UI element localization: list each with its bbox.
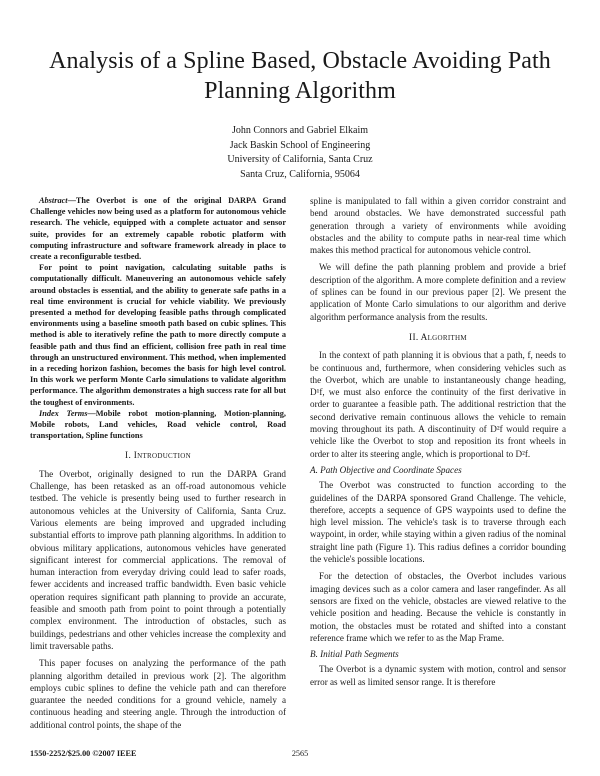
algorithm-paragraph-1: In the context of path planning it is obvious that a path, f, needs to be continuous and, furthermore, when considering vehicles such as the Overbot, which are unable to instantaneously change heading, D¹f, we must also enforce the continuity of the first derivative in order to guarantee a feasible path. The additional restriction that the second derivative remain continuous allows the vehicle to remain moving throughout its path. A discontinuity of D²f would require a vehicle like the Overbot to stop and reposition its front wheels in order to alter its steering angle, which is proportional to D²f. (310, 350, 566, 459)
abstract-label: Abstract (39, 196, 68, 205)
subsection-a-paragraph-1: The Overbot was constructed to function according to the guidelines of the DARPA sponsored Grand Challenge. The vehicle, therefore, accepts a sequence of GPS waypoints used to define the high level mission. The vehicle's task is to traverse through each waypoint, in order, while staying within a given radius of the nominal straight line path (Figure 1). This radius defines a corridor bounding the vehicle's possible locations. (310, 480, 566, 565)
paper-title: Analysis of a Spline Based, Obstacle Avoiding Path Planning Algorithm (49, 48, 551, 104)
author-location: Santa Cruz, California, 95064 (240, 168, 360, 180)
abstract-paragraph-1: Abstract—The Overbot is one of the original DARPA Grand Challenge vehicles now being used as a platform for autonomous vehicle research. The vehicle, equipped with a complete actuator and sensor suite, provides for an extremely capable robotic platform with computing infrastructure and software framework already in place to create a reconfigurable testbed. (30, 196, 286, 262)
copyright-notice: 1550-2252/$25.00 ©2007 IEEE (30, 749, 137, 758)
intro-paragraph-2: This paper focuses on analyzing the performance of the path planning algorithm detailed in previous work [2]. The algorithm employs cubic splines to define the vehicle path and can therefore guarantee the needed conditions for a ground vehicle, namely a continuous heading and steering angle. Through the introduction of additional control points, the shape of the (30, 658, 286, 730)
author-names: John Connors and Gabriel Elkaim (231, 125, 369, 136)
subsection-heading-a: A. Path Objective and Coordinate Spaces (310, 464, 462, 475)
author-block (150, 124, 450, 182)
author-school: Jack Baskin School of Engineering (229, 139, 371, 151)
index-terms-label: Index Terms (39, 408, 88, 418)
author-university: University of California, Santa Cruz (227, 154, 373, 166)
left-column (30, 195, 286, 731)
intro-paragraph-1: The Overbot, originally designed to run the DARPA Grand Challenge, has been retasked as an off-road autonomous vehicle testbed. The vehicle is presently being used to further research in autonomous vehicles at the University of California, Santa Cruz. Various elements are being improved and upgraded including substantial efforts to improve path planning algorithms. In addition to obvious military applications, autonomous vehicles have generated significant interest for commercial applications. The removal of human interaction from everyday driving could lead to safer roads, fewer accidents and increased traffic bandwidth. Even basic vehicle operation requires significant path planning to provide an accurate, feasible and smooth path from point to point through a potentially complex environment. The introduction of obstacles, such as buildings, pedestrians and other vehicles increase the complexity and limit traversable paths. (30, 468, 286, 651)
intro-paragraph-4: We will define the path planning problem and provide a brief description of the algorithm. A more complete definition and a review of splines can be found in our previous paper [2]. We present the application of Monte Carlo simulations to our algorithm and derive algorithm performance analysis from the results. (310, 262, 566, 322)
page-number: 2565 (291, 749, 309, 758)
intro-paragraph-3: spline is manipulated to fall within a given corridor constraint and bend around obstacles. We have demonstrated successful path generation through a variety of environments while avoiding obstacles and the ability to compute paths in near-real time which makes this method practical for autonomous vehicle control. (310, 196, 566, 256)
index-terms: Index Terms—Mobile robot motion-planning, Motion-planning, Mobile robots, Land vehicles, Road vehicle control, Road transportation, Spline functions (30, 408, 287, 441)
subsection-a-paragraph-2: For the detection of obstacles, the Overbot includes various imaging devices such as a color camera and laser rangefinder. As all sensors are fixed on the vehicle, obstacles are viewed relative to the vehicle position and heading. Because the vehicle is constantly in motion, the obstacles must be rotated and shifted into a constant reference frame which we refer to as the Map Frame. (310, 571, 566, 643)
right-column (310, 195, 566, 688)
section-heading-algorithm: II. Algorithm (409, 332, 467, 343)
abstract-paragraph-2: For point to point navigation, calculating suitable paths is computationally difficult. Maneuvering an autonomous vehicle safely around obstacles is essential, and the ability to generate safe paths in a real time environment is crucial for vehicle viability. We previously presented a method for developing feasible paths through complicated environments using a baseline smooth path based on cubic splines. This method is able to iteratively refine the path to more directly compute a feasible path and thus find an efficient, collision free path in real time through an unstructured environment. This method, when implemented in a receding horizon fashion, becomes the basis for high level control. In this work we perform Monte Carlo simulations to validate algorithm performance. The algorithm demonstrates a high success rate for all but the toughest of environments. (30, 263, 286, 407)
section-heading-introduction: I. Introduction (125, 451, 191, 462)
subsection-b-paragraph-1: The Overbot is a dynamic system with motion, control and sensor error as well as limited sensor range. It is therefore (310, 664, 566, 687)
abstract (30, 195, 286, 408)
subsection-heading-b: B. Initial Path Segments (310, 649, 399, 660)
